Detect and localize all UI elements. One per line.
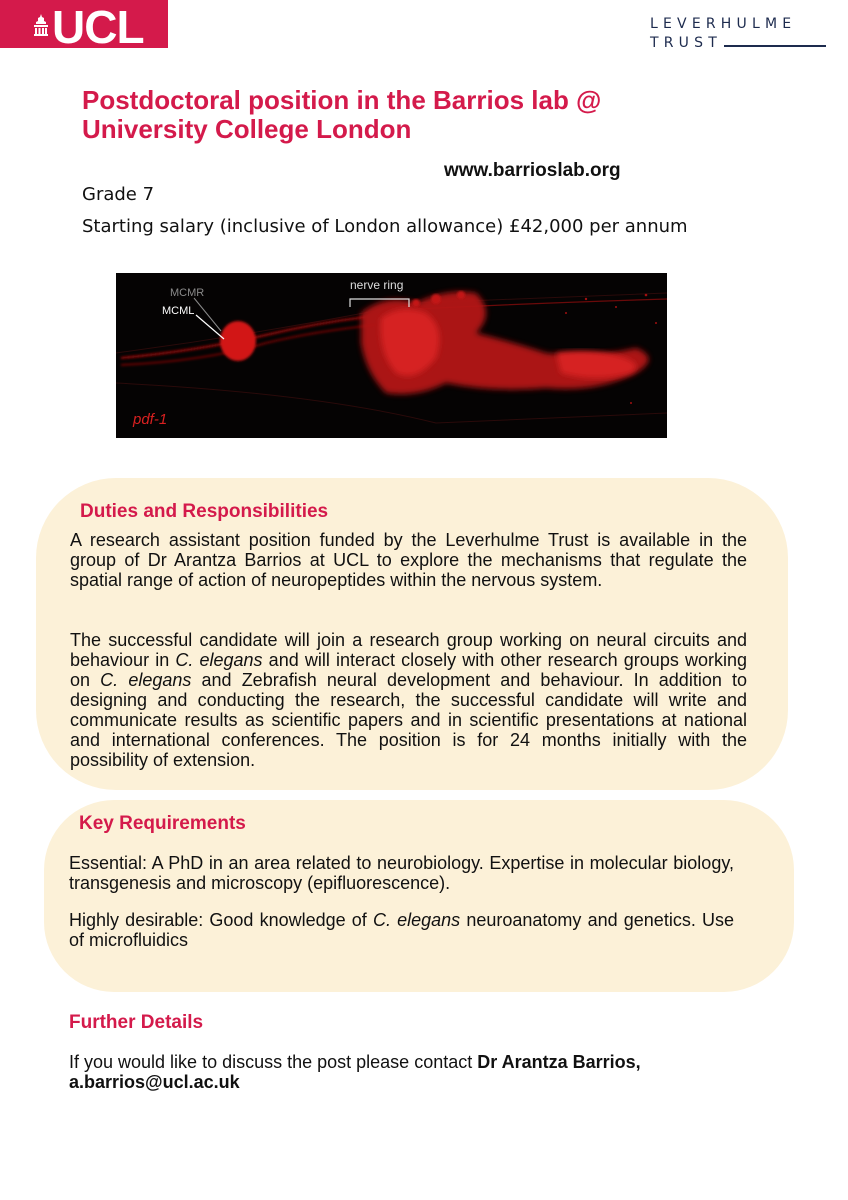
ucl-logo-text: UCL <box>52 1 144 53</box>
label-mcml: MCML <box>162 305 195 317</box>
salary-text: Starting salary (inclusive of London allowance) £42,000 per annum <box>82 216 688 237</box>
further-details-heading: Further Details <box>69 1012 204 1033</box>
website-link[interactable]: www.barrioslab.org <box>444 160 621 181</box>
micrograph-image <box>116 273 667 438</box>
label-nerve-ring: nerve ring <box>350 278 404 292</box>
duties-paragraph-2: The successful candidate will join a research group working on neural circuits and behaviour in C. elegans and will interact closely with other research groups working on C. elegans and Zebrafish neural development and behaviour. In addition to designing and conducting the research, the successful candidate will write and communicate results as scientific papers and in scientific presentations at national and international conferences. The position is for 24 months initially with the possibility of extension. <box>70 630 747 770</box>
species-name: C. elegans <box>175 650 263 670</box>
contact-name: Dr Arantza Barrios, <box>477 1052 641 1072</box>
species-name: C. elegans <box>100 670 192 690</box>
page-title <box>82 86 722 144</box>
page-title-line1: Postdoctoral position in the Barrios lab @ <box>82 85 602 115</box>
contact-email[interactable]: a.barrios@ucl.ac.uk <box>69 1072 240 1092</box>
label-gene: pdf-1 <box>133 411 168 428</box>
requirements-heading: Key Requirements <box>79 813 246 834</box>
leverhulme-logo-line1: LEVERHULME <box>650 16 797 32</box>
leverhulme-logo <box>650 16 826 51</box>
duties-heading: Duties and Responsibilities <box>80 501 329 522</box>
requirement-desirable: Highly desirable: Good knowledge of C. elegans neuroanatomy and genetics. Use of microfluidics <box>69 910 734 950</box>
label-mcmr: MCMR <box>170 287 205 299</box>
leverhulme-logo-line2: TRUST <box>650 35 722 51</box>
species-name: C. elegans <box>372 910 461 930</box>
leverhulme-logo-rule <box>724 45 826 46</box>
further-details-text: If you would like to discuss the post please contact Dr Arantza Barrios, a.barrios@ucl.ac.uk <box>69 1052 641 1092</box>
requirement-essential: Essential: A PhD in an area related to neurobiology. Expertise in molecular biology, transgenesis and microscopy (epifluorescence). <box>69 853 734 893</box>
duties-paragraph-1: A research assistant position funded by the Leverhulme Trust is available in the group of Dr Arantza Barrios at UCL to explore the mechanisms that regulate the spatial range of action of neuropeptides within the nervous system. <box>70 530 747 590</box>
page-title-line2: University College London <box>82 114 412 144</box>
grade-text: Grade 7 <box>82 184 155 205</box>
portico-icon <box>34 14 48 36</box>
ucl-logo <box>0 0 168 53</box>
